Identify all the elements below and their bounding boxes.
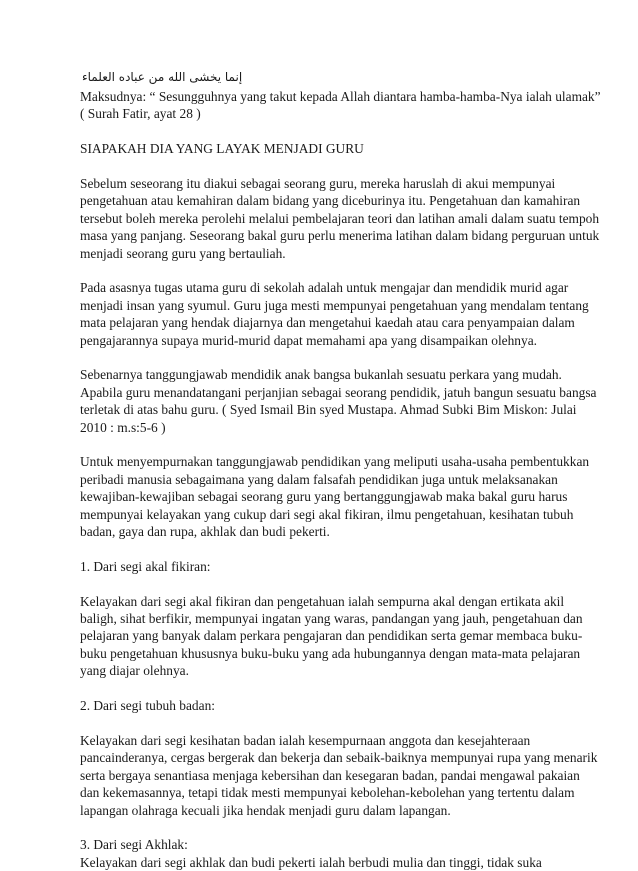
paragraph-line: buku pengetahuan khususnya buku-buku yang ada hubungannya dengan mata-mata pelajaran bbox=[80, 645, 581, 661]
paragraph-line: badan, gaya dan rupa, akhlak dan budi pekerti. bbox=[80, 524, 330, 540]
paragraph-line: terletak di atas bahu guru. ( Syed Ismail Bin syed Mustapa. Ahmad Subki Bim Miskon: Julai bbox=[80, 402, 577, 418]
paragraph-3 bbox=[80, 366, 597, 436]
section-3-title bbox=[80, 836, 580, 853]
document-page bbox=[80, 68, 601, 871]
arabic-verse: إنما يخشى الله من عباده العلماء bbox=[82, 70, 243, 84]
section-title-text: 2. Dari segi tubuh badan: bbox=[80, 698, 215, 714]
paragraph-4 bbox=[80, 453, 590, 540]
paragraph-line: masa yang panjang. Seseorang bakal guru perlu menerima latihan dalam bidang perguruan untuk bbox=[80, 228, 600, 244]
section-heading bbox=[80, 140, 580, 157]
paragraph-line: dan kekemasannya, tetapi tidak mesti mempunyai kebolehan-kebolehan yang tertentu dalam bbox=[80, 785, 575, 801]
citation-line: ( Surah Fatir, ayat 28 ) bbox=[80, 106, 201, 122]
section-title-text: 1. Dari segi akal fikiran: bbox=[80, 558, 211, 574]
paragraph-line: Sebelum seseorang itu diakui sebagai seorang guru, mereka haruslah di akui mempunyai bbox=[80, 176, 556, 191]
paragraph-line: mempunyai kelayakan yang cukup dari segi akal fikiran, ilmu pengetahuan, kesihatan tubuh bbox=[80, 506, 574, 522]
section-1-title bbox=[80, 558, 580, 575]
heading-text: SIAPAKAH DIA YANG LAYAK MENJADI GURU bbox=[80, 141, 364, 157]
section-title-text: 3. Dari segi Akhlak: bbox=[80, 837, 188, 853]
paragraph-line: serta bergaya senantiasa menjaga kebersihan dan kesegaran badan, pandai mengawal pakaian bbox=[80, 767, 580, 783]
paragraph-line: Sebenarnya tanggungjawab mendidik anak bangsa bukanlah sesuatu perkara yang mudah. bbox=[80, 367, 562, 383]
paragraph-line: kewajiban-kewajiban sebagai seorang guru yang bertanggungjawab maka bakal guru harus bbox=[80, 489, 568, 505]
quote-block bbox=[80, 88, 601, 123]
section-2-body bbox=[80, 732, 598, 819]
section-2-title bbox=[80, 697, 580, 714]
paragraph-line: peribadi manusia sebagaimana yang dalam falsafah pendidikan juga untuk melaksanakan bbox=[80, 471, 558, 487]
section-3-body bbox=[80, 854, 580, 871]
paragraph-line: menjadi insan yang syumul. Guru juga mesti mempunyai pengetahuan yang mendalam tentang bbox=[80, 297, 589, 313]
paragraph-line: yang diajar olehnya. bbox=[80, 663, 189, 679]
section-1-body bbox=[80, 593, 583, 680]
paragraph-line: pengajarannya supaya murid-murid dapat memahami apa yang disampaikan olehnya. bbox=[80, 332, 537, 348]
paragraph-line: Kelayakan dari segi akhlak dan budi pekerti ialah berbudi mulia dan tinggi, tidak suka bbox=[80, 854, 542, 870]
paragraph-line: tersebut boleh mereka perolehi melalui pembelajaran teori dan latihan amali dalam suatu tempoh bbox=[80, 210, 600, 226]
paragraph-line: Apabila guru menandatangani perjanjian sebagai seorang pendidik, jatuh bangun sesuatu bangsa bbox=[80, 384, 597, 400]
translation-line: Maksudnya: “ Sesungguhnya yang takut kepada Allah diantara hamba-hamba-Nya ialah ulamak” bbox=[80, 89, 601, 104]
paragraph-line: Pada asasnya tugas utama guru di sekolah adalah untuk mengajar dan mendidik murid agar bbox=[80, 280, 569, 296]
paragraph-1 bbox=[80, 175, 600, 262]
paragraph-line: baligh, sihat berfikir, mempunyai ingatan yang waras, pandangan yang jauh, pengetahuan dan bbox=[80, 611, 583, 627]
paragraph-2 bbox=[80, 279, 589, 349]
paragraph-line: menjadi seorang guru yang bertauliah. bbox=[80, 245, 286, 261]
paragraph-line: Kelayakan dari segi akal fikiran dan pengetahuan ialah sempurna akal dengan ertikata akil bbox=[80, 593, 565, 609]
paragraph-line: pelajaran yang banyak dalam perkara pengajaran dan pendidikan serta gemar membaca buku- bbox=[80, 628, 583, 644]
paragraph-line: pancainderanya, cergas bergerak dan bekerja dan sebaik-baiknya mempunyai rupa yang menarik bbox=[80, 750, 598, 766]
paragraph-line: pengetahuan atau kemahiran dalam bidang yang diceburinya itu. Pengetahuan dan kamahiran bbox=[80, 193, 581, 209]
paragraph-line: lapangan olahraga kecuali jika hendak menjadi guru dalam lapangan. bbox=[80, 802, 451, 818]
paragraph-line: 2010 : m.s:5-6 ) bbox=[80, 419, 166, 435]
paragraph-line: Kelayakan dari segi kesihatan badan ialah kesempurnaan anggota dan kesejahteraan bbox=[80, 732, 531, 748]
paragraph-line: mata pelajaran yang hendak diajarnya dan mengetahui kaedah atau cara penyampaian dalam bbox=[80, 315, 575, 331]
paragraph-line: Untuk menyempurnakan tanggungjawab pendidikan yang meliputi usaha-usaha pembentukkan bbox=[80, 454, 590, 470]
